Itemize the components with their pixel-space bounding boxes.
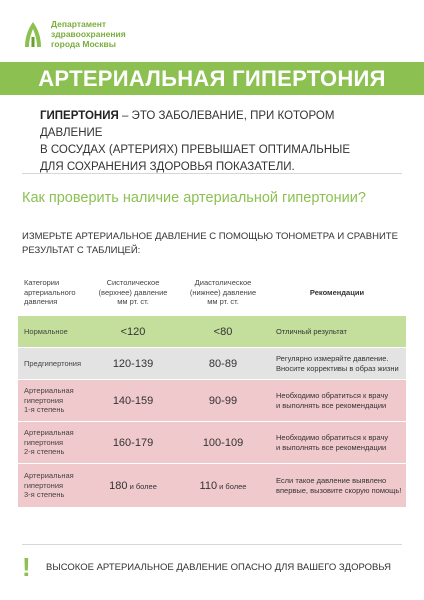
title-banner [0,62,424,95]
table-row [18,422,406,464]
row-diastolic: 100-109 [202,436,244,449]
definition-term: ГИПЕРТОНИЯ [40,110,119,122]
divider [22,173,402,174]
row-diastolic: 80-89 [208,357,238,370]
table-row [18,380,406,422]
row-category: Артериальная гипертония 2-я степень [24,428,74,457]
department-name: Департамент здравоохранения города Москвы [51,19,126,49]
header-recommendations: Рекомендации [309,287,365,297]
row-systolic: 140-159 [112,394,154,407]
row-category: Предгипертония [24,358,82,368]
row-systolic: 160-179 [112,436,154,449]
warning-text: ВЫСОКОЕ АРТЕРИАЛЬНОЕ ДАВЛЕНИЕ ОПАСНО ДЛЯ ВАШЕГО ЗДОРОВЬЯ [46,561,391,573]
warning-note [22,552,391,582]
row-systolic: 120-139 [112,357,154,370]
row-category: Артериальная гипертония 1-я степень [24,386,74,415]
row-diastolic: 110 и более [199,479,247,492]
moscow-health-logo [22,19,44,49]
table-row [18,464,406,508]
exclamation-icon: ! [22,551,31,582]
row-systolic: 180 и более [109,479,157,492]
row-category: Нормальное [24,326,68,336]
table-row [18,348,406,380]
header-systolic: Систолическое (верхнее) давление мм рт. ст. [98,278,168,307]
row-recommendation: Если такое давление выявлено впервые, вызовите скорую помощь! [276,475,402,495]
row-recommendation: Отличный результат [276,326,347,336]
section-question: Как проверить наличие артериальной гипертонии? [22,190,366,206]
row-diastolic: <80 [213,325,233,338]
row-recommendation: Необходимо обратиться к врачу и выполнять все рекомендации [276,390,389,410]
definition-text: ГИПЕРТОНИЯ – ЭТО ЗАБОЛЕВАНИЕ, ПРИ КОТОРОМ ДАВЛЕНИЕ В СОСУДАХ (АРТЕРИЯХ) ПРЕВЫШАЕТ ОПТИМАЛЬНЫЕ ДЛЯ СОХРАНЕНИЯ ЗДОРОВЬЯ ПОКАЗАТЕЛИ. [40,110,350,173]
header-category: Категории артериального давления [24,278,76,307]
divider [22,544,402,545]
table-header-row [18,270,406,316]
row-diastolic: 90-99 [208,394,238,407]
table-row [18,316,406,348]
row-recommendation: Регулярно измеряйте давление. Вносите коррективы в образ жизни [276,353,399,373]
header-diastolic: Диастолическое (нижнее) давление мм рт. ст. [189,278,257,307]
row-recommendation: Необходимо обратиться к врачу и выполнять все рекомендации [276,432,389,452]
row-category: Артериальная гипертония 3-я степень [24,471,74,500]
blood-pressure-table [18,270,406,508]
page-title: АРТЕРИАЛЬНАЯ ГИПЕРТОНИЯ [38,65,386,91]
header [22,16,126,52]
instruction-text: ИЗМЕРЬТЕ АРТЕРИАЛЬНОЕ ДАВЛЕНИЕ С ПОМОЩЬЮ ТОНОМЕТРА И СРАВНИТЕ РЕЗУЛЬТАТ С ТАБЛИЦЕЙ: [22,231,398,256]
row-systolic: <120 [120,325,146,338]
